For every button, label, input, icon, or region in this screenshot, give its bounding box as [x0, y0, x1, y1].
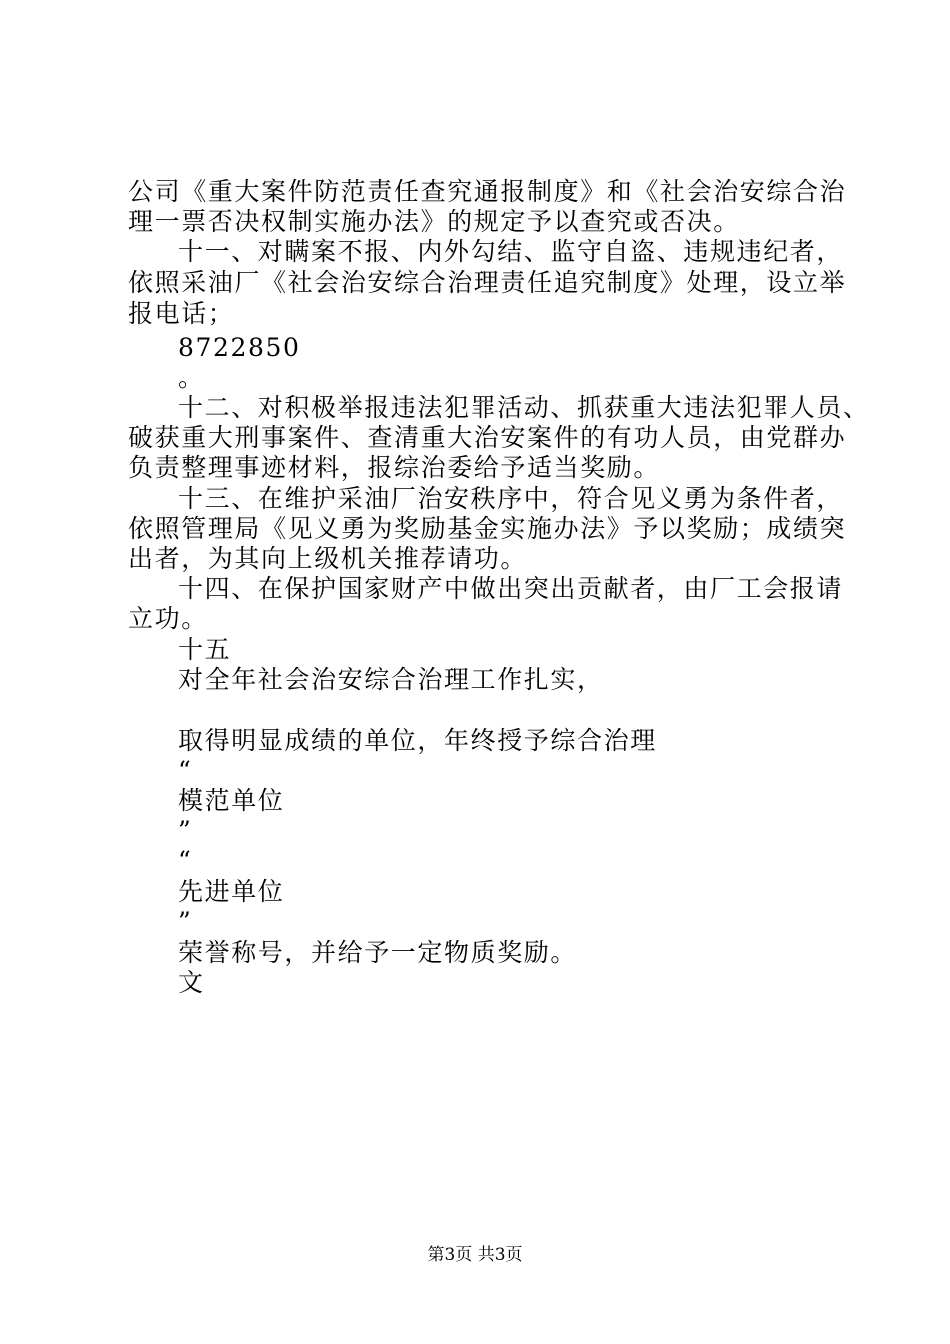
- text-line: 负责整理事迹材料，报综治委给予适当奖励。: [128, 453, 661, 482]
- text-line: 报电话；: [128, 299, 235, 328]
- text-line: 十四、在保护国家财产中做出突出贡献者，由厂工会报请: [178, 574, 844, 603]
- text-line: 十一、对瞒案不报、内外勾结、监守自盗、违规违纪者，: [178, 237, 844, 266]
- text-line: 公司《重大案件防范责任查究通报制度》和《社会治安综合治: [128, 177, 847, 206]
- text-line: 十二、对积极举报违法犯罪活动、抓获重大违法犯罪人员、: [178, 393, 870, 422]
- text-line: 。: [178, 363, 205, 392]
- text-line: 取得明显成绩的单位，年终授予综合治理: [178, 726, 657, 755]
- text-line: 理一票否决权制实施办法》的规定予以查究或否决。: [128, 207, 740, 236]
- text-line: 文: [178, 968, 205, 997]
- text-line: 模范单位: [178, 786, 285, 815]
- text-line: 立功。: [128, 604, 208, 633]
- text-line: 出者，为其向上级机关推荐请功。: [128, 544, 528, 573]
- text-line: 依照采油厂《社会治安综合治理责任追究制度》处理，设立举: [128, 268, 847, 297]
- text-line: 对全年社会治安综合治理工作扎实，: [178, 665, 604, 694]
- page-footer: 第3页 共3页: [427, 1245, 523, 1265]
- text-line: 依照管理局《见义勇为奖励基金实施办法》予以奖励；成绩突: [128, 514, 847, 543]
- quote-close: ”: [178, 907, 193, 936]
- phone-number: 8722850: [178, 333, 301, 362]
- quote-open: “: [178, 846, 193, 875]
- text-line: 荣誉称号，并给予一定物质奖励。: [178, 938, 578, 967]
- quote-close: ”: [178, 816, 193, 845]
- text-line: 十五: [178, 635, 232, 664]
- quote-open: “: [178, 756, 193, 785]
- text-line: 破获重大刑事案件、查清重大治安案件的有功人员，由党群办: [128, 423, 847, 452]
- text-line: 十三、在维护采油厂治安秩序中，符合见义勇为条件者，: [178, 484, 844, 513]
- text-line: 先进单位: [178, 877, 285, 906]
